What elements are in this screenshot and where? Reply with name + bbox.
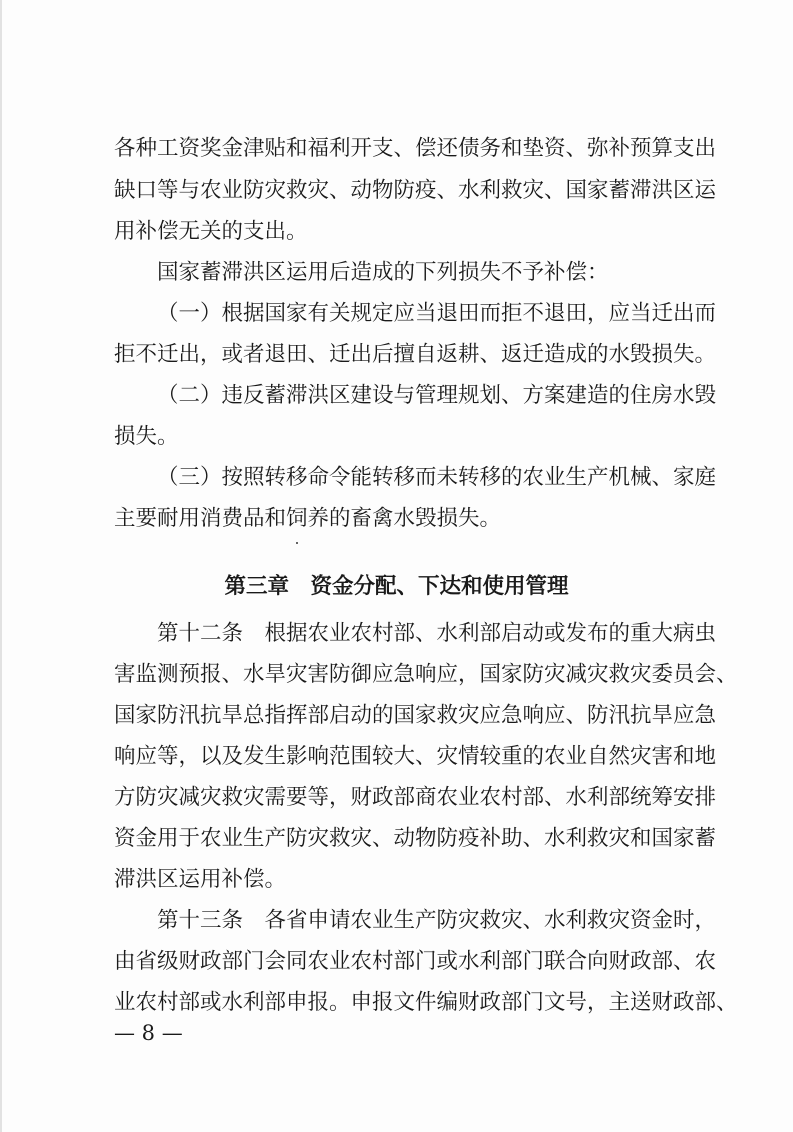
chapter-heading: 第三章 资金分配、下达和使用管理 (224, 574, 569, 599)
text-line: （一）根据国家有关规定应当退田而拒不退田，应当迁出而 (157, 301, 717, 326)
text-line: 缺口等与农业防灾救灾、动物防疫、水利救灾、国家蓄滞洪区运 (114, 178, 717, 203)
article-line: 资金用于农业生产防灾救灾、动物防疫补助、水利救灾和国家蓄 (114, 826, 717, 851)
article-line: 由省级财政部门会同农业农村部门或水利部门联合向财政部、农 (114, 949, 717, 974)
article-line: 第十三条 各省申请农业生产防灾救灾、水利救灾资金时， (157, 908, 717, 933)
page-number: — 8 — (114, 1021, 183, 1045)
scan-edge (0, 0, 2, 1132)
article-line: 滞洪区运用补偿。 (114, 867, 287, 892)
text-line: 各种工资奖金津贴和福利开支、偿还债务和垫资、弥补预算支出 (114, 136, 717, 161)
text-line: 用补偿无关的支出。 (114, 219, 308, 244)
article-line: 方防灾减灾救灾需要等，财政部商农业农村部、水利部统筹安排 (114, 785, 717, 810)
article-line: 响应等，以及发生影响范围较大、灾情较重的农业自然灾害和地 (114, 744, 717, 769)
text-line: 主要耐用消费品和饲养的畜禽水毁损失。 (114, 506, 502, 531)
article-line: 害监测预报、水旱灾害防御应急响应，国家防灾减灾救灾委员会、 (114, 662, 738, 687)
text-line: （二）违反蓄滞洪区建设与管理规划、方案建造的住房水毁 (157, 383, 717, 408)
article-line: 业农村部或水利部申报。申报文件编财政部门文号，主送财政部、 (114, 990, 738, 1015)
text-line: （三）按照转移命令能转移而未转移的农业生产机械、家庭 (157, 465, 717, 490)
scan-speck (296, 542, 298, 544)
text-line: 国家蓄滞洪区运用后造成的下列损失不予补偿： (157, 260, 609, 285)
article-line: 第十二条 根据农业农村部、水利部启动或发布的重大病虫 (157, 621, 717, 646)
article-line: 国家防汛抗旱总指挥部启动的国家救灾应急响应、防汛抗旱应急 (114, 703, 717, 728)
text-line: 损失。 (114, 424, 179, 449)
text-line: 拒不迁出，或者退田、迁出后擅自返耕、返迁造成的水毁损失。 (114, 342, 717, 367)
